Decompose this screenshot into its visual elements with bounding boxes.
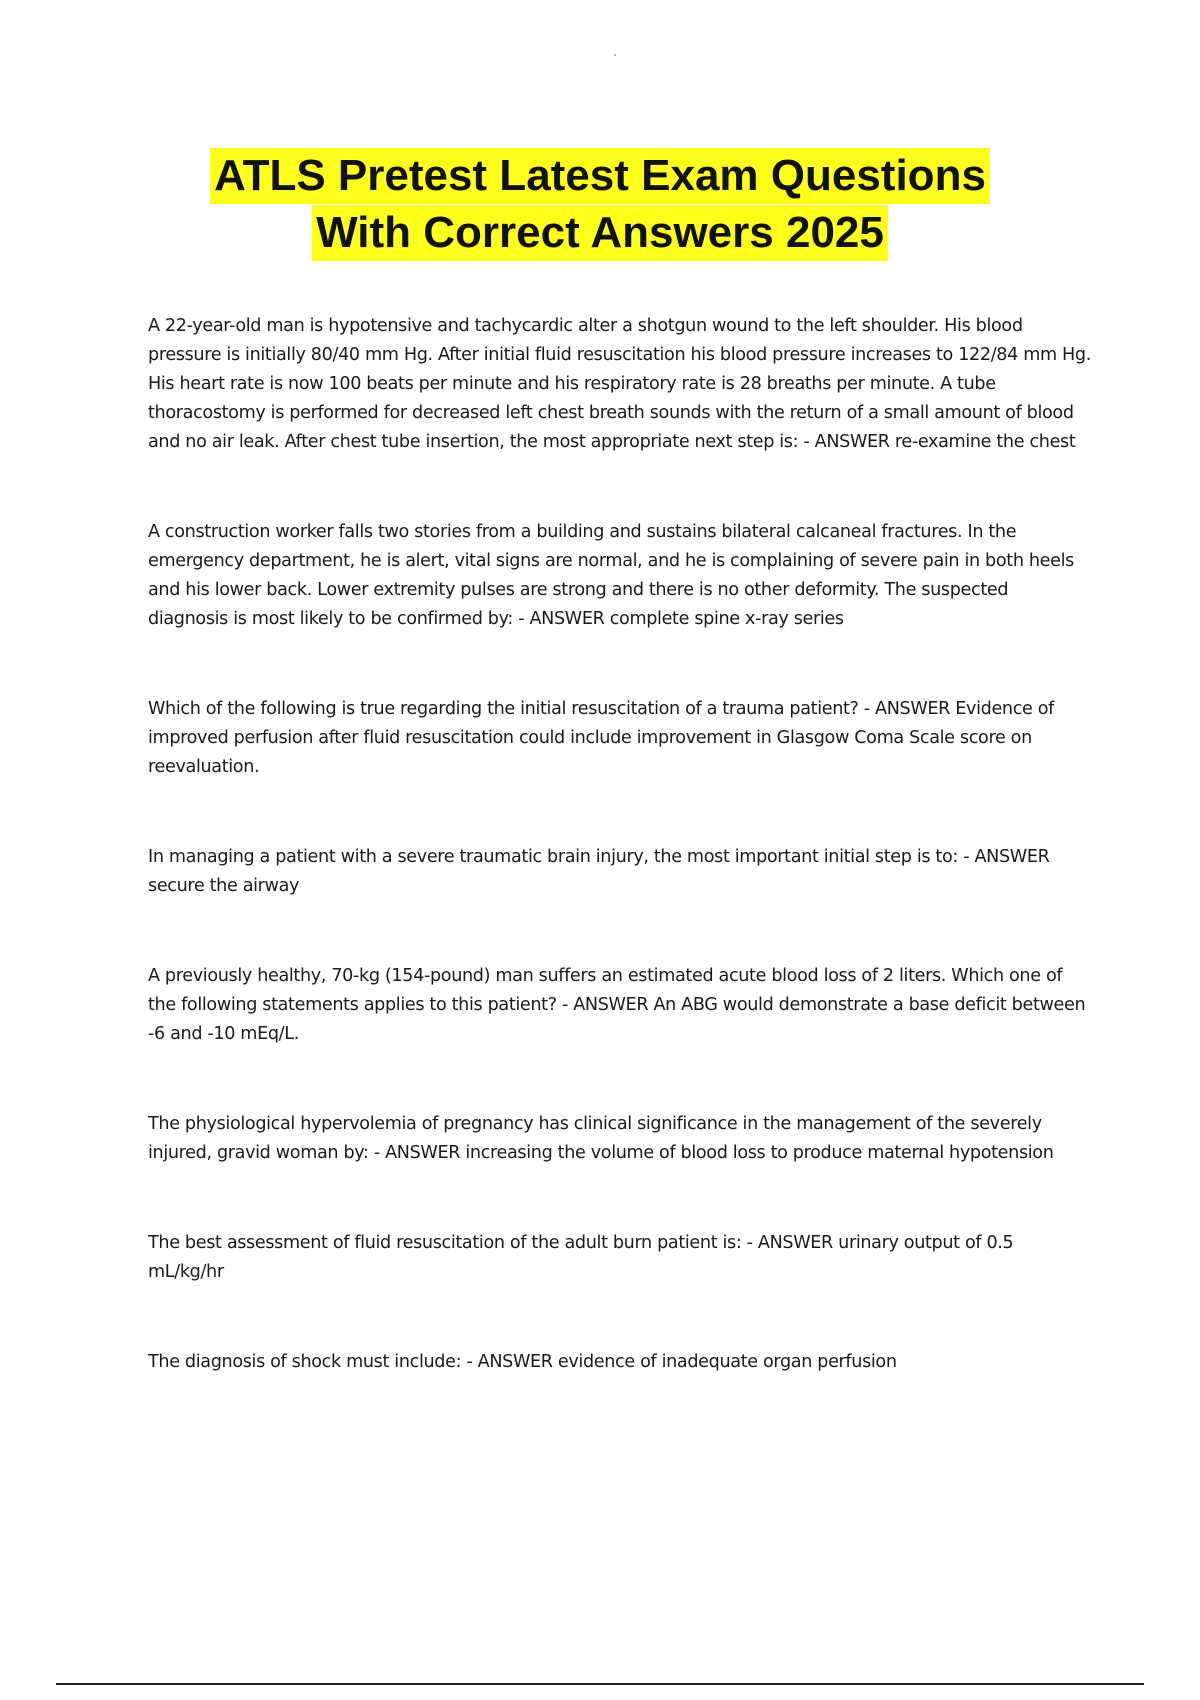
- qa-item-7: The best assessment of fluid resuscitation of the adult burn patient is: - ANSWER urinary output of 0.5 mL/kg/hr: [148, 1233, 1014, 1282]
- title-line-2: With Correct Answers 2025: [312, 205, 888, 261]
- qa-item-5: A previously healthy, 70-kg (154-pound) man suffers an estimated acute blood loss of 2 liters. Which one of the following statements applies to this patient? - ANSWER An ABG would demonstrate a base deficit between -6 and -10 mEq/L.: [148, 966, 1086, 1044]
- scan-speck: [614, 54, 616, 56]
- qa-item-2: A construction worker falls two stories from a building and sustains bilateral calcaneal fractures. In the emergency department, he is alert, vital signs are normal, and he is complaining of severe pain in both heels and his lower back. Lower extremity pulses are strong and there is no other deformity. The suspected diagnosis is most likely to be confirmed by: - ANSWER complete spine x-ray series: [148, 522, 1074, 629]
- qa-item-8: The diagnosis of shock must include: - ANSWER evidence of inadequate organ perfusion: [148, 1352, 897, 1372]
- qa-item-1: A 22-year-old man is hypotensive and tachycardic alter a shotgun wound to the left shoulder. His blood pressure is initially 80/40 mm Hg. After initial fluid resuscitation his blood pressure increases to 122/84 mm Hg. His heart rate is now 100 beats per minute and his respiratory rate is 28 breaths per minute. A tube thoracostomy is performed for decreased left chest breath sounds with the return of a small amount of blood and no air leak. After chest tube insertion, the most appropriate next step is: - ANSWER re-examine the chest: [148, 316, 1091, 452]
- qa-item-3: Which of the following is true regarding the initial resuscitation of a trauma patient? - ANSWER Evidence of improved perfusion after fluid resuscitation could include improvement in Glasgow Coma Scale score on reevaluation.: [148, 699, 1055, 777]
- title-line-1: ATLS Pretest Latest Exam Questions: [210, 148, 990, 204]
- qa-item-4: In managing a patient with a severe traumatic brain injury, the most important initial step is to: - ANSWER secure the airway: [148, 847, 1050, 896]
- footer-divider: [56, 1683, 1144, 1685]
- question-answer-list: [148, 312, 1093, 1377]
- qa-item-6: The physiological hypervolemia of pregnancy has clinical significance in the management of the severely injured, gravid woman by: - ANSWER increasing the volume of blood loss to produce maternal hypotension: [148, 1114, 1054, 1163]
- document-title: [0, 148, 1200, 262]
